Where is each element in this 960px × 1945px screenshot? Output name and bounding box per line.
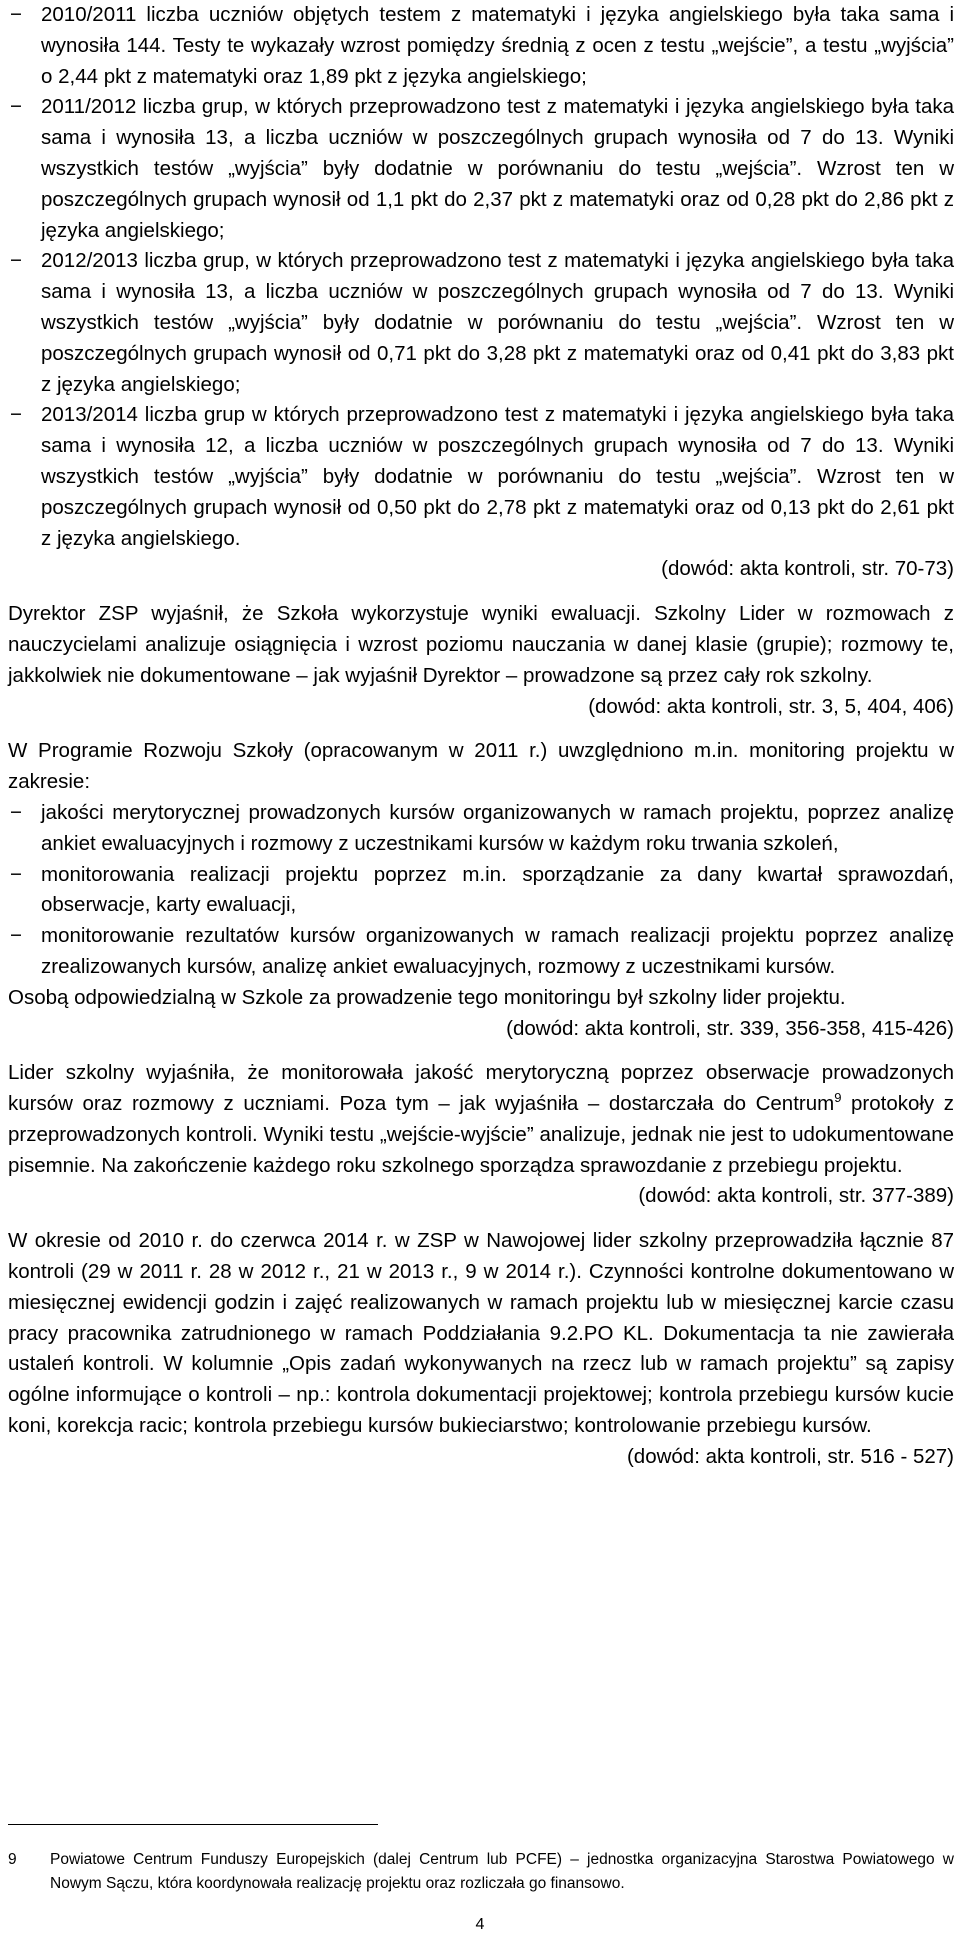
footnote-number: 9 [8,1851,17,1868]
list-item-text: jakości merytorycznej prowadzonych kursów organizowanych w ramach projektu, poprzez analizę ankiet ewaluacyjnych i rozmowy z uczestnikami kursów w każdym roku trwania szkoleń, [41,800,954,855]
dash-bullet: − [10,403,22,427]
monitoring-list [8,798,954,983]
list-item-text: 2013/2014 liczba grup w których przeprowadzono test z matematyki i języka angielskiego była taka sama i wynosiła 12, a liczba uczniów w poszczególnych grupach wynosiła od 7 do 13. Wyniki wszystkich testów „wyjścia” były dodatnie w porównaniu do testu „wejścia”. Wzrost ten w poszczególnych grupach wynosił od 0,50 pkt do 2,78 pkt z matematyki oraz od 0,13 pkt do 2,61 pkt z języka angielskiego. [41,403,954,550]
footnote [8,1848,954,1896]
list-item-text: monitorowanie rezultatów kursów organizowanych w ramach realizacji projektu poprzez analizę zrealizowanych kursów, analizę ankiet ewaluacyjnych, rozmowy z uczestnikami kursów. [41,924,954,978]
dash-bullet: − [10,95,22,119]
paragraph-text: Lider szkolny wyjaśniła, że monitorowała jakość merytoryczną poprzez obserwacje prowadzonych kursów oraz rozmowy z uczniami. Poza tym – jak wyjaśniła – dostarczała do Centrum [8,1061,954,1116]
paragraph: W okresie od 2010 r. do czerwca 2014 r. w ZSP w Nawojowej lider szkolny przeprowadziła łącznie 87 kontroli (29 w 2011 r. 28 w 2012 r., 21 w 2013 r., 9 w 2014 r.). Czynności kontrolne dokumentowano w miesięcznej ewidencji godzin i zajęć realizowanych w ramach projektu lub w miesięcznej karcie czasu pracy pracownika zatrudnionego w ramach Poddziałania 9.2.PO KL. Dokumentacja ta nie zawierała ustaleń kontroli. W kolumnie „Opis zadań wykonywanych na rzecz lub w ramach projektu” są zapisy ogólne informujące o kontroli – np.: kontrola dokumentacji projektowej; kontrola przebiegu kursów kucie koni, korekcja racic; kontrola przebiegu kursów bukieciarstwo; kontrolowanie przebiegu kursów. [8,1229,954,1438]
dash-bullet: − [10,249,22,273]
dash-bullet: − [10,3,22,26]
paragraph [8,1058,954,1181]
spacer [8,1212,954,1226]
list-item-text: monitorowania realizacji projektu poprzez m.in. sporządzanie za dany kwartał sprawozdań, obserwacje, karty ewaluacji, [41,862,954,917]
evidence-reference: (dowód: akta kontroli, str. 339, 356-358, 415-426) [506,1016,954,1040]
footnote-reference: 9 [834,1090,842,1106]
list-item [8,400,954,554]
spacer [8,722,954,736]
evidence-reference: (dowód: akta kontroli, str. 3, 5, 404, 406) [588,694,954,718]
evidence-reference: (dowód: akta kontroli, str. 516 - 527) [626,1444,954,1468]
spacer [8,1044,954,1058]
list-item-text: 2012/2013 liczba grup, w których przeprowadzono test z matematyki i języka angielskiego była taka sama i wynosiła 13, a liczba uczniów w poszczególnych grupach wynosiła od 7 do 13. Wyniki wszystkich testów „wyjścia” były dodatnie w porównaniu do testu „wejścia”. Wzrost ten w poszczególnych grupach wynosił od 0,71 pkt do 3,28 pkt z matematyki oraz od 0,41 pkt do 3,83 pkt z języka angielskiego; [41,249,954,396]
list-item [8,860,954,922]
dash-bullet: − [10,862,22,886]
list-item-text: 2010/2011 liczba uczniów objętych testem z matematyki i języka angielskiego była taka sama i wynosiła 144. Testy te wykazały wzrost pomiędzy średnią z ocen z testu „wejście”, a testu „wyjścia” o 2,44 pkt z matematyki oraz 1,89 pkt z języka angielskiego; [41,3,954,88]
dash-bullet: − [10,924,22,948]
evidence-reference: (dowód: akta kontroli, str. 70-73) [661,557,954,581]
footnote-text: Powiatowe Centrum Funduszy Europejskich (dalej Centrum lub PCFE) – jednostka organizacyjna Starostwa Powiatowego w Nowym Sączu, która koordynowała realizację projektu oraz rozliczała go finansowo. [50,1851,954,1892]
footnote-divider [8,1824,378,1825]
paragraph: Osobą odpowiedzialną w Szkole za prowadzenie tego monitoringu był szkolny lider projektu. [8,985,846,1009]
results-list [8,0,954,554]
list-item [8,246,954,400]
spacer [8,585,954,599]
dash-bullet: − [10,800,22,824]
paragraph: W Programie Rozwoju Szkoły (opracowanym w 2011 r.) uwzględniono m.in. monitoring projektu w zakresie: [8,739,954,794]
list-item-text: 2011/2012 liczba grup, w których przeprowadzono test z matematyki i języka angielskiego była taka sama i wynosiła 13, a liczba uczniów w poszczególnych grupach wynosiła od 7 do 13. Wyniki wszystkich testów „wyjścia” były dodatnie w porównaniu do testu „wejścia”. Wzrost ten w poszczególnych grupach wynosił od 1,1 pkt do 2,37 pkt z matematyki oraz od 0,28 pkt do 2,86 pkt z języka angielskiego; [41,95,954,242]
page-content [8,0,954,1473]
paragraph-text: protokoły z przeprowadzonych kontroli. Wyniki testu „wejście-wyjście” analizuje, jednak nie jest to udokumentowane pisemnie. Na zakończenie każdego roku szkolnego sporządza sprawozdanie z przebiegu projektu. [8,1092,955,1177]
page-number: 4 [475,1916,485,1933]
list-item [8,0,954,92]
evidence-reference: (dowód: akta kontroli, str. 377-389) [638,1184,954,1208]
paragraph: Dyrektor ZSP wyjaśnił, że Szkoła wykorzystuje wyniki ewaluacji. Szkolny Lider w rozmowach z nauczycielami analizuje osiągnięcia i wzrost poziomu nauczania w danej klasie (grupie); rozmowy te, jakkolwiek nie dokumentowane – jak wyjaśnił Dyrektor – prowadzone są przez cały rok szkolny. [8,602,954,687]
list-item [8,92,954,246]
list-item [8,798,954,860]
list-item [8,921,954,983]
